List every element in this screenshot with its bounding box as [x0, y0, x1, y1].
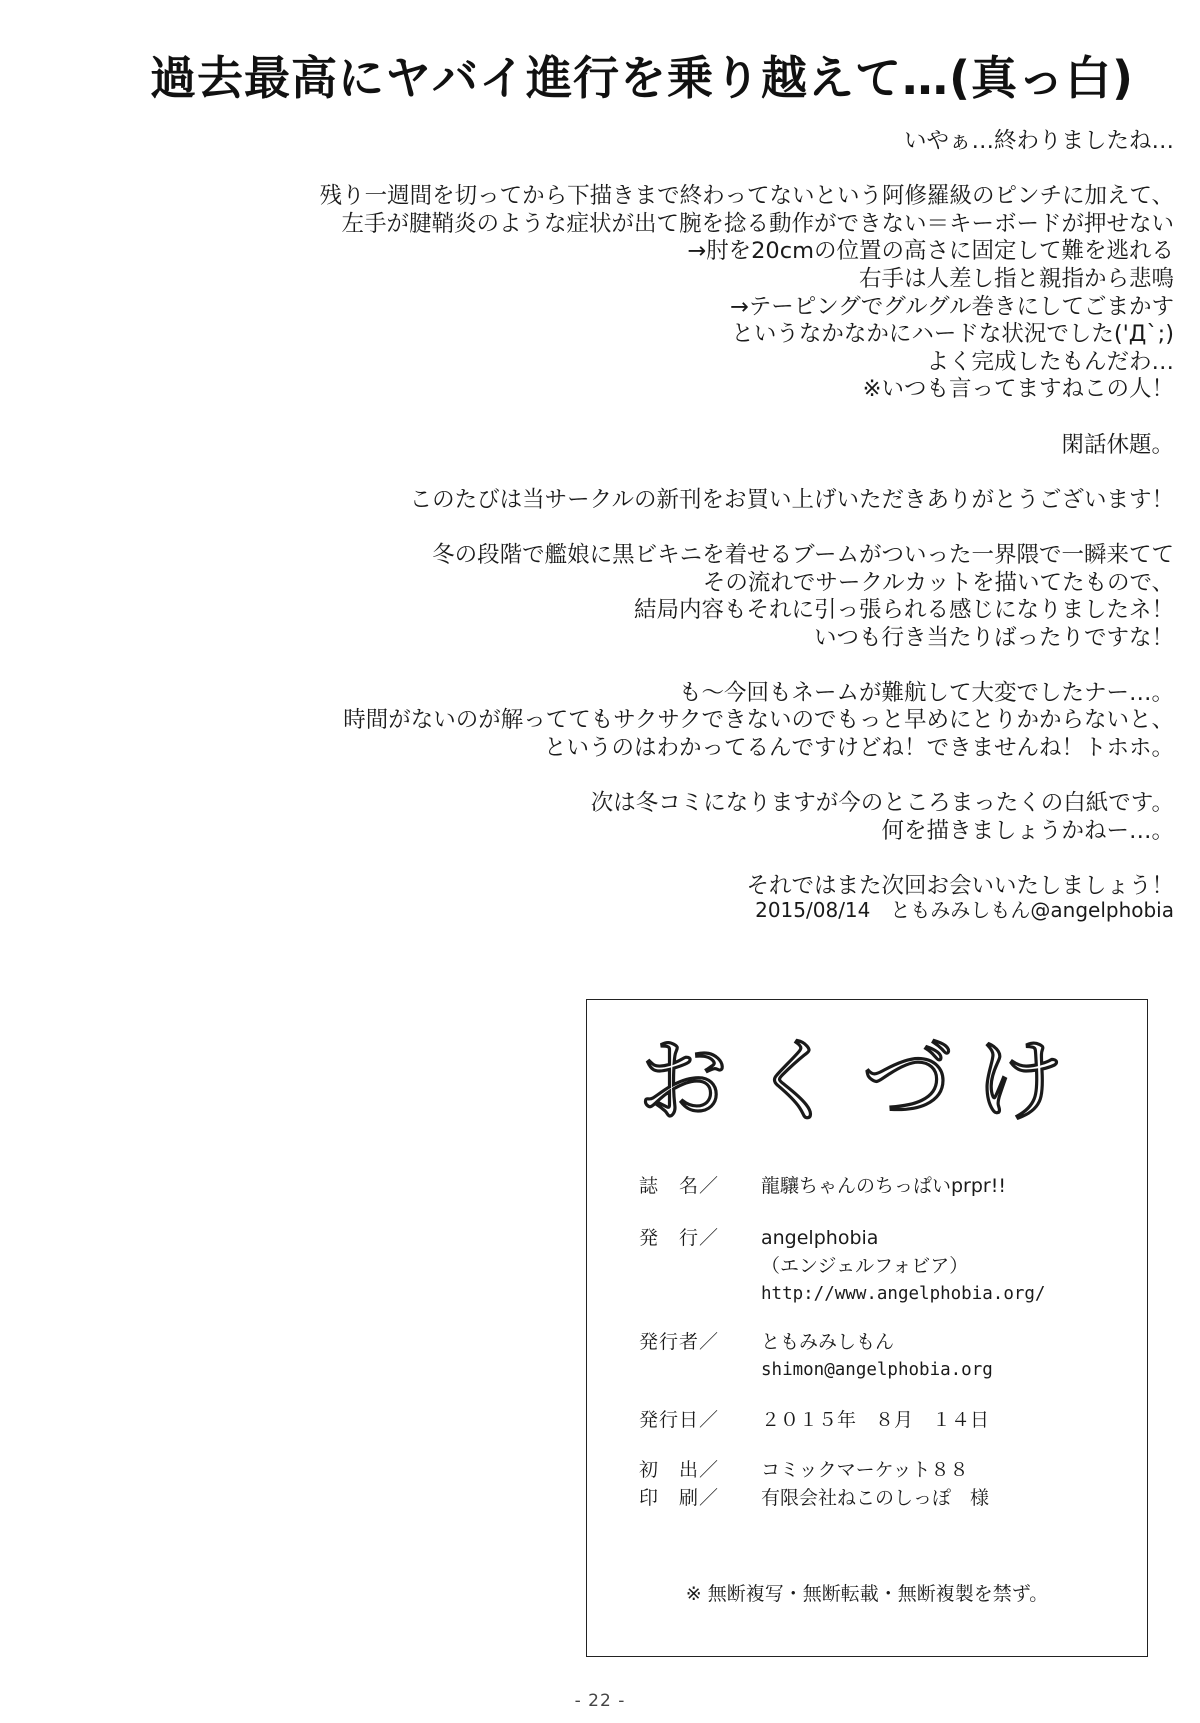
colophon-heading	[627, 1030, 1097, 1130]
page-title: 過去最高にヤバイ進行を乗り越えて…(真っ白)	[150, 51, 1135, 105]
afterword-line: も～今回もネームが難航して大変でしたナー…。	[678, 679, 1174, 706]
paragraph-gap	[154, 845, 1174, 873]
colophon-label: 発 行／	[639, 1227, 720, 1249]
colophon-row-publisher	[639, 1224, 1119, 1308]
afterword-line: 右手は人差し指と親指から悲鳴	[858, 265, 1174, 292]
afterword-line: 閑話休題。	[1061, 431, 1174, 458]
publisher-url: http://www.angelphobia.org/	[761, 1284, 1046, 1304]
colophon-box	[586, 999, 1148, 1657]
colophon-value	[761, 1406, 1119, 1434]
colophon-label: 印 刷／	[639, 1487, 720, 1509]
afterword-line: このたびは当サークルの新刊をお買い上げいただきありがとうございます！	[409, 486, 1174, 513]
colophon-row-title	[639, 1172, 1119, 1200]
paragraph-gap	[154, 763, 1174, 791]
afterword-line: 残り一週間を切ってから下描きまで終わってないという阿修羅級のピンチに加えて、	[319, 183, 1174, 210]
paragraph-gap	[154, 652, 1174, 680]
colophon-label: 発行者／	[639, 1331, 720, 1353]
afterword-line: 何を描きましょうかねー…。	[881, 817, 1174, 844]
colophon-value	[761, 1456, 1119, 1484]
paragraph-gap	[154, 459, 1174, 487]
afterword-line: いやぁ…終わりましたね…	[903, 128, 1174, 154]
afterword-line: →テーピングでグルグル巻きにしてごまかす	[729, 293, 1174, 320]
printer-name: 有限会社ねこのしっぽ 様	[761, 1487, 990, 1509]
colophon-details	[639, 1172, 1119, 1512]
afterword-line: ※いつも言ってますねこの人！	[862, 376, 1174, 403]
colophon-row-date	[639, 1406, 1119, 1434]
colophon-row-first-event	[639, 1456, 1119, 1484]
page-number: - 22 -	[574, 1691, 626, 1711]
afterword-line: それではまた次回お会いいたしましょう！	[746, 873, 1174, 900]
afterword-line: よく完成したもんだわ…	[926, 348, 1174, 375]
paragraph-gap	[154, 514, 1174, 542]
signature: 2015/08/14 ともみみしもん@angelphobia	[755, 898, 1174, 922]
author-email: shimon@angelphobia.org	[761, 1360, 993, 1380]
afterword-line: 次は冬コミになりますが今のところまったくの白紙です。	[590, 790, 1174, 817]
afterword-line: というのはわかってるんですけどね！できませんね！トホホ。	[543, 735, 1174, 762]
afterword-text	[154, 128, 1174, 901]
colophon-value	[761, 1224, 1119, 1308]
afterword-line: 時間がないのが解っててもサクサクできないのでもっと早めにとりかからないと、	[343, 707, 1174, 734]
copyright-notice: ※ 無断複写・無断転載・無断複製を禁ず。	[685, 1583, 1049, 1605]
afterword-line: →肘を20cmの位置の高さに固定して難を逃れる	[687, 238, 1174, 265]
paragraph-gap	[154, 404, 1174, 432]
afterword-line: 結局内容もそれに引っ張られる感じになりましたネ！	[633, 597, 1174, 624]
publisher-reading: （エンジェルフォビア）	[761, 1255, 969, 1277]
colophon-label: 誌 名／	[639, 1175, 720, 1197]
afterword-line: 左手が腱鞘炎のような症状が出て腕を捻る動作ができない＝キーボードが押せない	[341, 210, 1174, 237]
afterword-line: その流れでサークルカットを描いてたもので、	[702, 569, 1174, 596]
colophon-row-printer	[639, 1484, 1119, 1512]
publish-date: ２０１５年 ８月 １４日	[761, 1409, 990, 1431]
colophon-label: 初 出／	[639, 1459, 720, 1481]
colophon-value	[761, 1328, 1119, 1384]
colophon-value	[761, 1484, 1119, 1512]
first-event: コミックマーケット８８	[761, 1459, 969, 1481]
colophon-row-author	[639, 1328, 1119, 1384]
publisher-name: angelphobia	[761, 1227, 879, 1249]
author-name: ともみみしもん	[761, 1331, 895, 1353]
colophon-value	[761, 1172, 1119, 1200]
afterword-line: というなかなかにハードな状況でした('Д`;)	[731, 321, 1174, 348]
book-title: 龍驤ちゃんのちっぱいprpr!!	[761, 1175, 1006, 1197]
afterword-line: いつも行き当たりばったりですな！	[813, 624, 1174, 651]
afterword-line: 冬の段階で艦娘に黒ビキニを着せるブームがついった一界隈で一瞬来てて	[432, 541, 1174, 568]
paragraph-gap	[154, 156, 1174, 184]
colophon-label: 発行日／	[639, 1409, 720, 1431]
colophon-heading-text: おくづけ	[638, 1030, 1086, 1130]
